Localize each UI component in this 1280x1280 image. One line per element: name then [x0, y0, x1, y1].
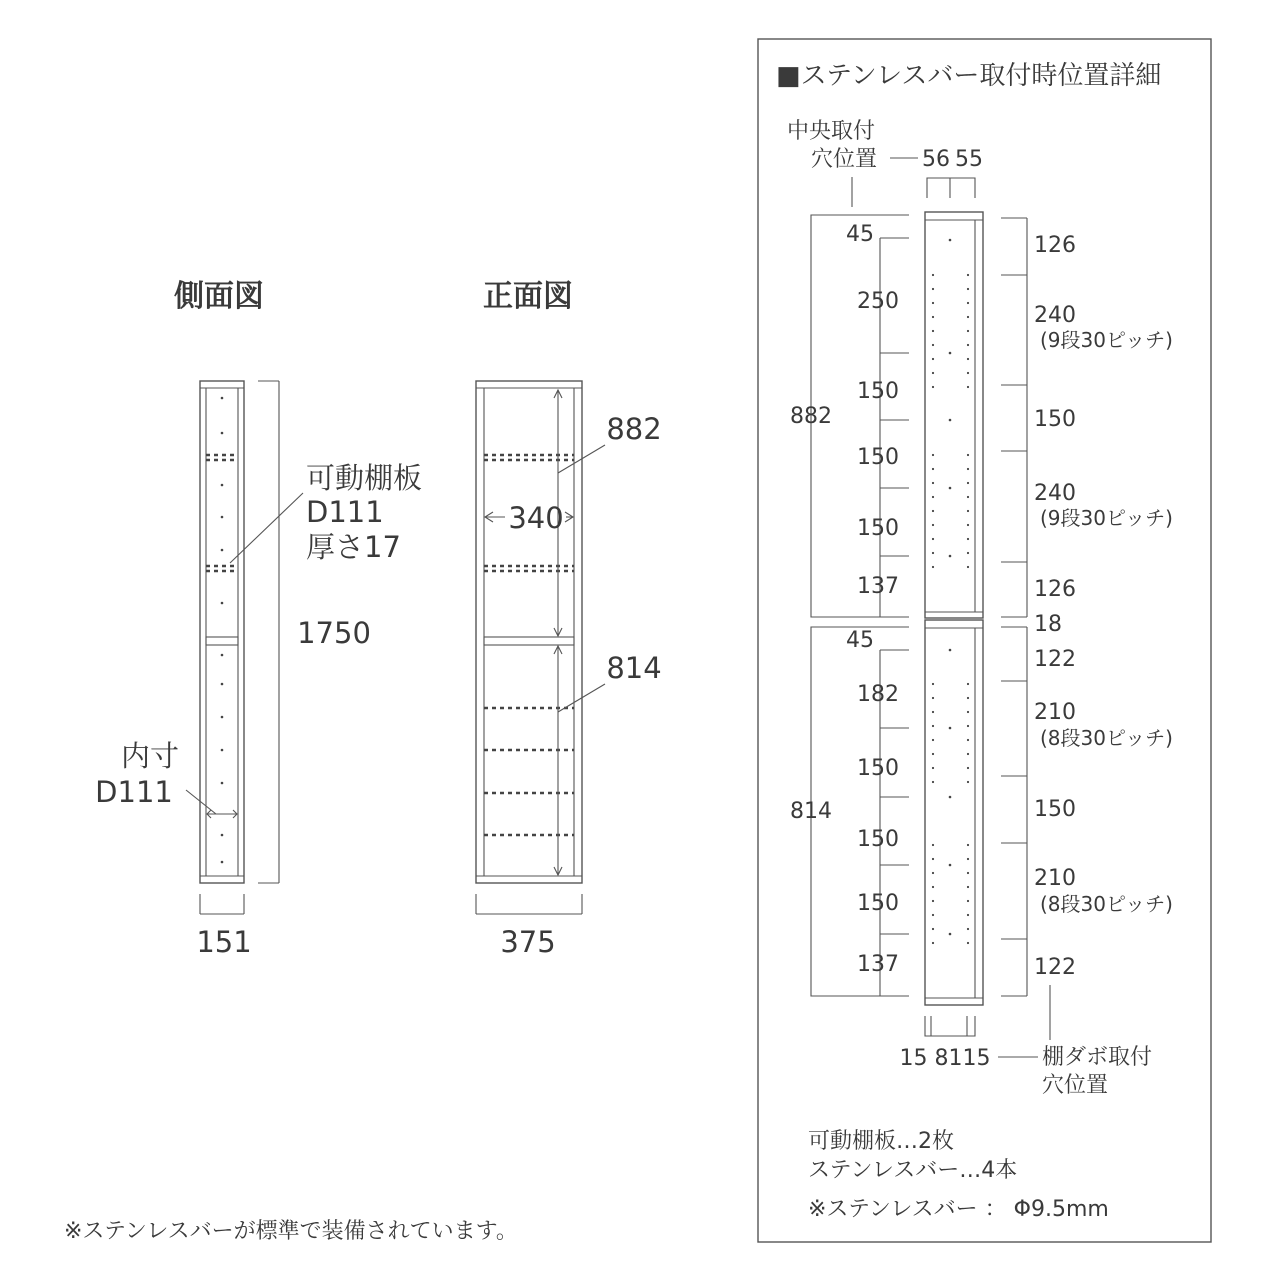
left-lower-dim: 182: [857, 682, 899, 707]
dowel-hole-label-line1: 棚ダボ取付: [1042, 1045, 1153, 1070]
left-upper-dim: 150: [857, 379, 899, 404]
right-lower-dim: 122: [1034, 647, 1076, 672]
front-view-title: 正面図: [483, 279, 573, 314]
left-upper-dim: 45: [846, 222, 874, 247]
side-view-title: 側面図: [174, 279, 264, 314]
top-dim-bracket: [950, 178, 975, 198]
side-fixed-shelf: [206, 637, 238, 645]
right-lower-note: (8段30ピッチ): [1040, 892, 1173, 916]
top-dim-56: 56: [922, 147, 950, 172]
right-upper-note: (9段30ピッチ): [1040, 506, 1173, 530]
left-upper-total: 882: [790, 404, 832, 429]
left-upper-dim: 150: [857, 445, 899, 470]
front-inner-width-value: 340: [508, 501, 564, 535]
right-middle-dim: 18: [1034, 612, 1062, 637]
right-upper-dim: 126: [1034, 233, 1076, 258]
inner-label-leader: [186, 790, 216, 814]
left-lower-dim: 150: [857, 891, 899, 916]
left-upper-dim: 150: [857, 516, 899, 541]
left-lower-dim: 45: [846, 628, 874, 653]
right-lower-dim: 210: [1034, 700, 1076, 725]
dowel-holes-upper: [932, 239, 969, 568]
detail-note: 可動棚板…2枚: [808, 1129, 954, 1154]
dowel-hole-label-line2: 穴位置: [1042, 1073, 1109, 1098]
shelf-label-line1: 可動棚板: [306, 461, 423, 495]
detail-panel: [758, 39, 1211, 1242]
side-board-drawing: [925, 212, 983, 1005]
side-dowel-dots: [221, 397, 224, 864]
center-hole-label-line1: 中央取付: [787, 119, 876, 144]
left-upper-dim: 250: [857, 289, 899, 314]
front-fixed-shelf: [484, 637, 574, 645]
right-upper-note: (9段30ピッチ): [1040, 328, 1173, 352]
detail-panel-title: ■ステンレスバー取付時位置詳細: [776, 61, 1162, 91]
right-upper-dim: 150: [1034, 407, 1076, 432]
detail-note: ステンレスバー…4本: [808, 1158, 1018, 1183]
detail-note: ※ステンレスバー ： Φ9.5mm: [808, 1197, 1109, 1222]
right-upper-dim: 240: [1034, 303, 1076, 328]
front-upper-value: 882: [606, 412, 662, 446]
top-dim-55: 55: [955, 147, 983, 172]
front-view: [476, 279, 662, 959]
front-width-value: 375: [500, 925, 556, 959]
bottom-dims: 15 8115: [899, 1046, 991, 1071]
right-lower-note: (8段30ピッチ): [1040, 726, 1173, 750]
side-width-value: 151: [196, 925, 252, 959]
right-lower-dim: 122: [1034, 955, 1076, 980]
side-view-body: [200, 381, 244, 883]
left-lower-dim: 150: [857, 756, 899, 781]
top-dim-bracket: [927, 178, 950, 198]
left-lower-total: 814: [790, 799, 832, 824]
shelf-label-line2: D111: [306, 495, 384, 529]
shelf-label-leader: [230, 493, 303, 563]
right-lower-dim: 150: [1034, 797, 1076, 822]
shelf-label-line3: 厚さ17: [306, 530, 401, 564]
right-lower-dim: 210: [1034, 866, 1076, 891]
inner-label-line1: 内寸: [120, 739, 180, 773]
footer-note: ※ステンレスバーが標準で装備されています。: [64, 1219, 518, 1244]
right-dim-chain: [1001, 218, 1027, 996]
side-view: [95, 279, 422, 959]
left-lower-dim: 137: [857, 952, 899, 977]
right-upper-dim: 126: [1034, 577, 1076, 602]
side-height-value: 1750: [297, 616, 371, 650]
dowel-holes-lower: [932, 649, 969, 944]
center-hole-label-line2: 穴位置: [811, 147, 878, 172]
front-lower-value: 814: [606, 651, 662, 685]
front-view-body: [476, 381, 582, 883]
right-upper-dim: 240: [1034, 481, 1076, 506]
left-lower-dim: 150: [857, 827, 899, 852]
inner-label-line2: D111: [95, 775, 173, 809]
left-upper-dim: 137: [857, 574, 899, 599]
